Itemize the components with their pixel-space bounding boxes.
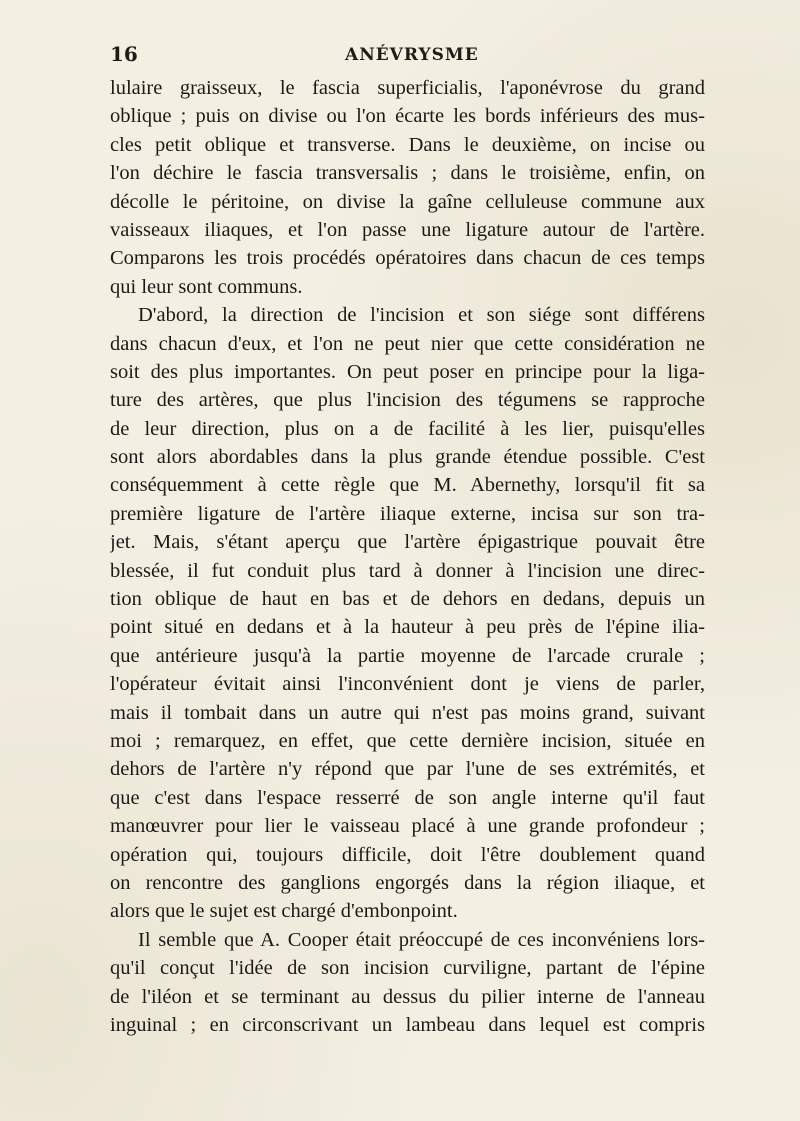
text-line: de leur direction, plus on a de facilité à les lier, puisqu'elles — [110, 417, 705, 440]
text-line: que antérieure jusqu'à la partie moyenne de l'arcade crurale ; — [110, 644, 705, 667]
text-line: qu'il conçut l'idée de son incision curviligne, partant de l'épine — [110, 957, 705, 980]
text-line: D'abord, la direction de l'incision et son siége sont différens — [138, 304, 705, 327]
text-line: jet. Mais, s'étant aperçu que l'artère épigastrique pouvait être — [110, 531, 705, 554]
text-line: moi ; remarquez, en effet, que cette dernière incision, située en — [110, 729, 705, 752]
running-head: ANÉVRYSME — [345, 45, 479, 65]
text-line: l'on déchire le fascia transversalis ; dans le troisième, enfin, on — [110, 162, 705, 185]
text-line: première ligature de l'artère iliaque externe, incisa sur son tra- — [110, 502, 705, 525]
text-line: dehors de l'artère n'y répond que par l'une de ses extrémités, et — [110, 758, 705, 781]
text-line: lulaire graisseux, le fascia superficialis, l'aponévrose du grand — [110, 77, 705, 99]
text-line: soit des plus importantes. On peut poser en principe pour la liga- — [110, 360, 705, 383]
text-line: qui leur sont communs. — [110, 275, 303, 298]
body-text — [110, 74, 705, 1039]
text-line: opération qui, toujours difficile, doit l'être doublement quand — [110, 843, 705, 866]
text-line: on rencontre des ganglions engorgés dans la région iliaque, et — [110, 871, 705, 894]
text-line: décolle le péritoine, on divise la gaîne celluleuse commune aux — [110, 190, 705, 213]
text-line: inguinal ; en circonscrivant un lambeau dans lequel est compris — [110, 1013, 705, 1036]
page-header — [110, 42, 710, 72]
text-line: mais il tombait dans un autre qui n'est pas moins grand, suivant — [110, 701, 705, 724]
text-line: de l'iléon et se terminant au dessus du pilier interne de l'anneau — [110, 985, 705, 1008]
text-line: tion oblique de haut en bas et de dehors en dedans, depuis un — [110, 588, 705, 611]
text-line: que c'est dans l'espace resserré de son angle interne qu'il faut — [110, 786, 705, 809]
text-line: manœuvrer pour lier le vaisseau placé à une grande profondeur ; — [110, 815, 705, 838]
text-line: sont alors abordables dans la plus grande étendue possible. C'est — [110, 446, 705, 469]
text-line: ture des artères, que plus l'incision des tégumens se rapproche — [110, 389, 705, 412]
text-line: point situé en dedans et à la hauteur à peu près de l'épine ilia- — [110, 616, 705, 639]
text-line: Comparons les trois procédés opératoires dans chacun de ces temps — [110, 247, 705, 270]
text-line: dans chacun d'eux, et l'on ne peut nier que cette considération ne — [110, 332, 705, 355]
text-line: blessée, il fut conduit plus tard à donner à l'incision une direc- — [110, 559, 705, 582]
text-line: vaisseaux iliaques, et l'on passe une ligature autour de l'artère. — [110, 218, 705, 241]
text-line: Il semble que A. Cooper était préoccupé de ces inconvéniens lors- — [138, 928, 705, 951]
text-line: l'opérateur évitait ainsi l'inconvénient dont je viens de parler, — [110, 673, 705, 696]
text-line: conséquemment à cette règle que M. Abernethy, lorsqu'il fit sa — [110, 474, 705, 497]
text-line: cles petit oblique et transverse. Dans le deuxième, on incise ou — [110, 133, 705, 156]
page-number: 16 — [110, 42, 138, 66]
text-line: oblique ; puis on divise ou l'on écarte les bords inférieurs des mus- — [110, 105, 705, 128]
text-line: alors que le sujet est chargé d'embonpoint. — [110, 900, 458, 923]
